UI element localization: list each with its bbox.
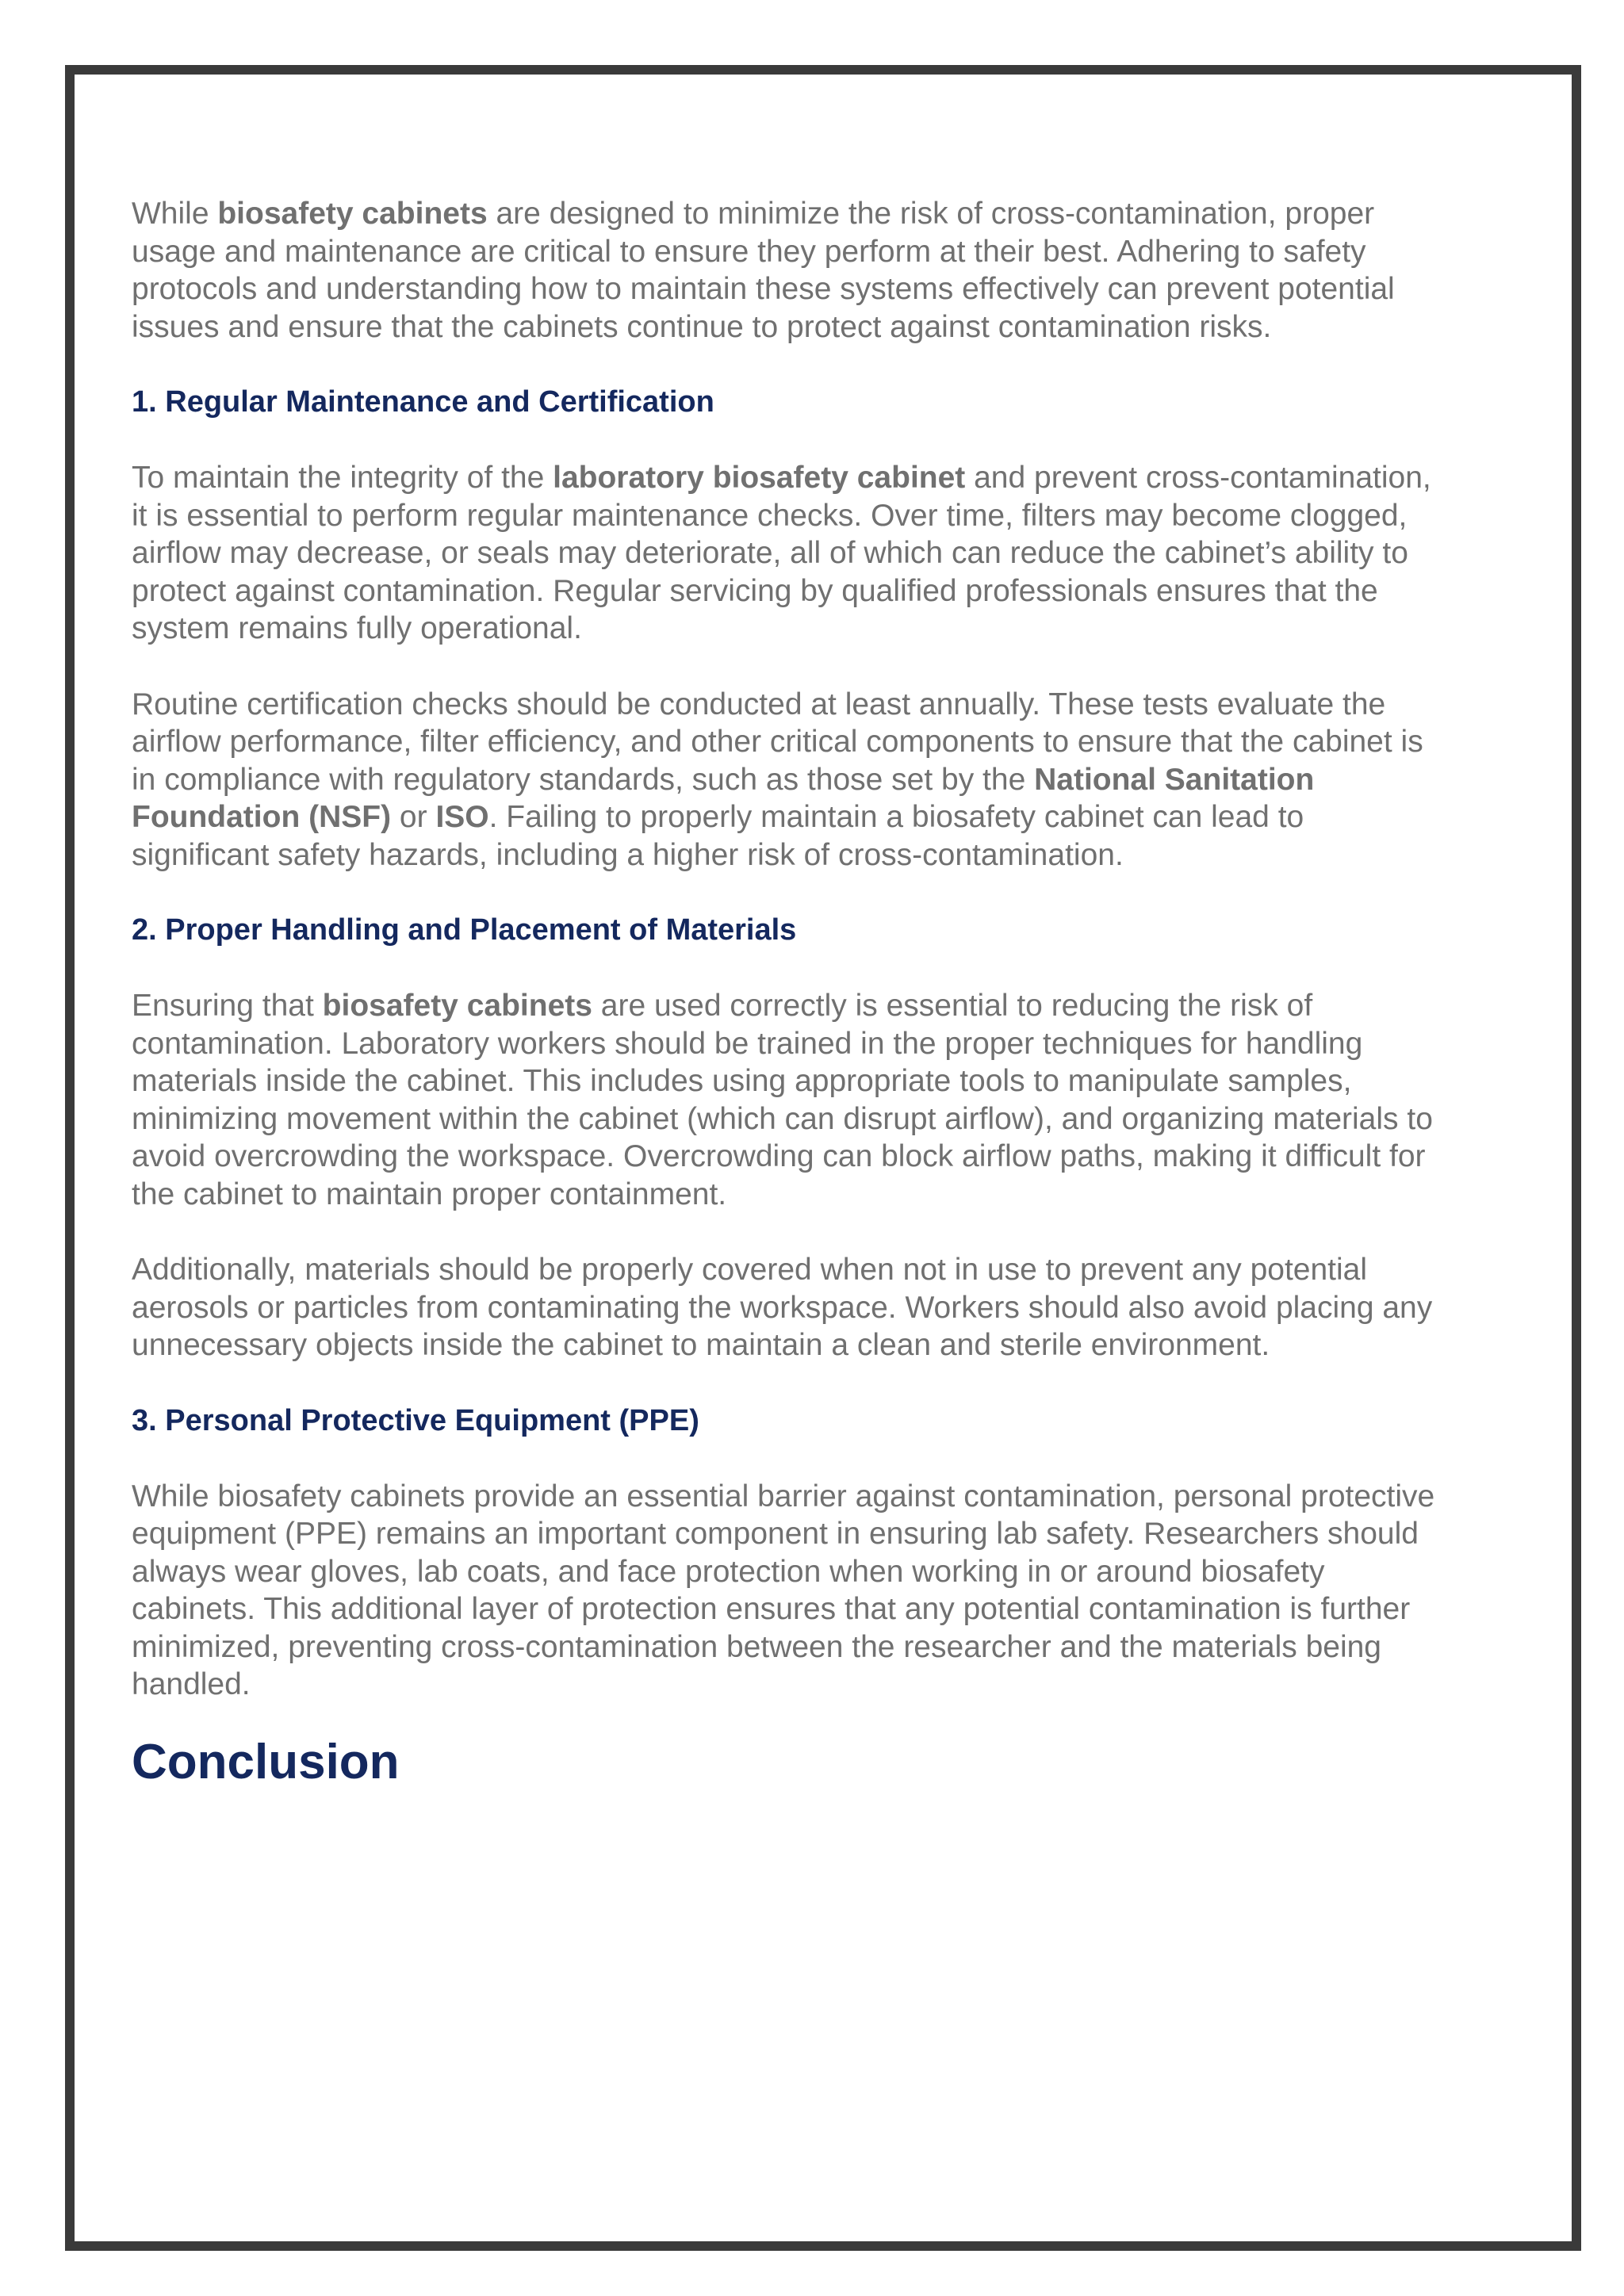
section1-p1-bold-lab-cabinet: laboratory biosafety cabinet — [553, 461, 966, 495]
section1-paragraph-1 — [132, 459, 1440, 648]
intro-paragraph — [132, 195, 1440, 346]
section1-p2-text-3: . Failing to properly maintain a biosafety cabinet can lead to significant safety hazards, including a higher risk of cross-contamination. — [132, 800, 1304, 872]
intro-text-1: While — [132, 197, 218, 231]
section1-p2-text-1: Routine certification checks should be conducted at least annually. These tests evaluate the airflow performance, filter efficiency, and other critical components to ensure that the cabinet is in compliance with regulatory standards, such as those set by the — [132, 687, 1423, 797]
intro-bold-biosafety-cabinets: biosafety cabinets — [217, 197, 488, 231]
section1-p2-text-2: or — [391, 800, 436, 834]
section1-paragraph-2 — [132, 686, 1440, 874]
section2-p1-bold-biosafety-cabinets: biosafety cabinets — [322, 989, 592, 1023]
section2-p1-text-2: are used correctly is essential to reducing the risk of contamination. Laboratory workers should be trained in the proper techniques for handling materials inside the cabinet. This includes using appropriate tools to manipulate samples, minimizing movement within the cabinet (which can disrupt airflow), and organizing materials to avoid overcrowding the workspace. Overcrowding can block airflow paths, making it difficult for the cabinet to maintain proper containment. — [132, 989, 1433, 1211]
section1-p1-text-2: and prevent cross-contamination, it is essential to perform regular maintenance checks. Over time, filters may become clogged, airflow may decrease, or seals may deteriorate, all of which can reduce the cabinet’s ability to protect against contamination. Regular servicing by qualified professionals ensures that the system remains fully operational. — [132, 461, 1431, 645]
document-content — [132, 128, 1440, 1791]
section1-p2-bold-nsf: National Sanitation Foundation (NSF) — [132, 762, 1315, 834]
section2-paragraph-2: Additionally, materials should be properly covered when not in use to prevent any potential aerosols or particles from contaminating the workspace. Workers should also avoid placing any unnecessary objects inside the cabinet to maintain a clean and sterile environment. — [132, 1253, 1433, 1362]
section2-heading: 2. Proper Handling and Placement of Materials — [132, 913, 797, 947]
section2-paragraph-1 — [132, 987, 1440, 1213]
section2-p1-text-1: Ensuring that — [132, 989, 323, 1023]
section1-p1-text-1: To maintain the integrity of the — [132, 461, 553, 495]
section3-heading: 3. Personal Protective Equipment (PPE) — [132, 1403, 699, 1437]
conclusion-heading: Conclusion — [132, 1734, 400, 1789]
intro-text-2: are designed to minimize the risk of cross-contamination, proper usage and maintenance are critical to ensure they perform at their best. Adhering to safety protocols and understanding how to maintain these systems effectively can prevent potential issues and ensure that the cabinets continue to protect against contamination risks. — [132, 197, 1395, 344]
section1-heading: 1. Regular Maintenance and Certification — [132, 385, 714, 419]
section1-p2-bold-iso: ISO — [435, 800, 489, 834]
section3-paragraph-1: While biosafety cabinets provide an essential barrier against contamination, personal protective equipment (PPE) remains an important component in ensuring lab safety. Researchers should always wear gloves, lab coats, and face protection when working in or around biosafety cabinets. This additional layer of protection ensures that any potential contamination is further minimized, preventing cross-contamination between the researcher and the materials being handled. — [132, 1479, 1435, 1701]
